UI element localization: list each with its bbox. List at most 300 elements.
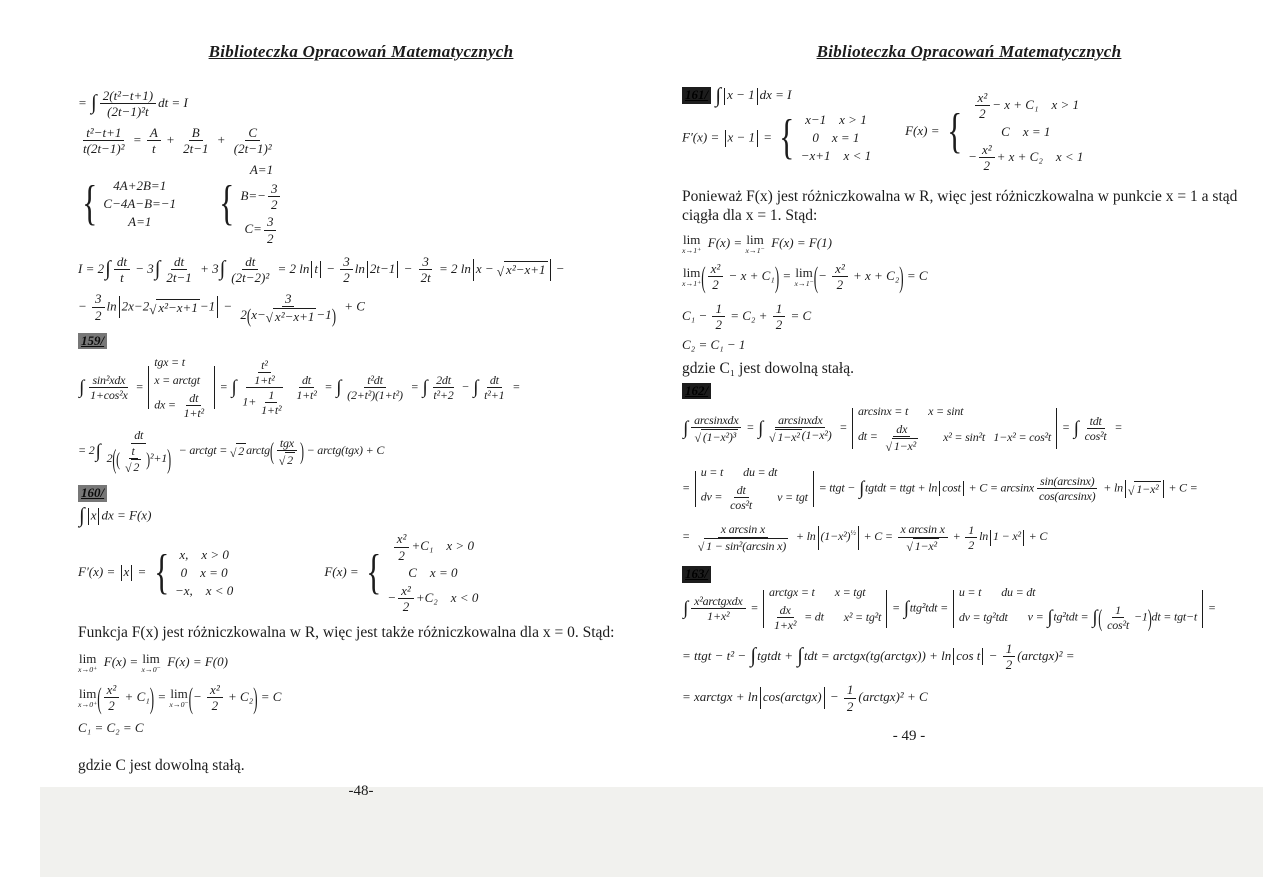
substitution-row xyxy=(701,483,808,512)
math-run: I = 2 xyxy=(78,260,105,276)
numerator xyxy=(207,682,223,698)
substitution-row xyxy=(959,603,1197,632)
math-run: 2 xyxy=(133,460,140,475)
math-run: arcsinxdx xyxy=(778,413,823,428)
math-run: x − xyxy=(475,260,497,276)
math-run: 1+x² xyxy=(707,609,730,624)
body-paragraph: gdzie C₁ jest dowolną stałą. xyxy=(682,359,854,377)
radical-icon: √ xyxy=(265,310,273,326)
math-run: (2t−2)² xyxy=(231,270,270,286)
denominator xyxy=(766,428,834,444)
limit xyxy=(682,233,701,255)
radical-icon: √ xyxy=(694,431,701,446)
math-run: dt = xyxy=(858,429,881,444)
math-run: C xyxy=(248,124,258,140)
math-run: x² xyxy=(710,261,721,277)
abs-bar xyxy=(1163,480,1164,498)
math-run: = xyxy=(407,379,422,394)
math-run: x − 1 xyxy=(727,129,756,145)
stretchy-paren: ( xyxy=(112,442,117,476)
radicand xyxy=(236,443,246,459)
integral-icon: ∫ xyxy=(422,377,428,399)
math-run: x = sint xyxy=(928,404,964,419)
brace: { xyxy=(219,176,235,231)
problem-label-row xyxy=(682,382,1256,400)
denominator xyxy=(771,618,799,632)
abs-bar xyxy=(1125,480,1126,498)
substitution-cell xyxy=(154,373,200,388)
body-paragraph: gdzie C jest dowolną stałą. xyxy=(78,756,245,774)
math-run: 2 xyxy=(712,277,719,293)
denominator xyxy=(344,388,406,402)
stretchy-paren: ( xyxy=(813,259,819,295)
problem-number-badge: 163/ xyxy=(682,566,711,582)
math-run: 1−x² xyxy=(893,438,917,453)
math-run: 2t−1 xyxy=(166,270,192,286)
math-run: F(x) = xyxy=(701,235,746,251)
math-run: 2 xyxy=(846,698,854,714)
math-run: 1 − sin²(arcsin x) xyxy=(706,539,787,554)
numerator xyxy=(83,125,124,141)
problem-number-badge: 161/ xyxy=(682,87,711,103)
fraction xyxy=(691,594,745,623)
math-run: 2 xyxy=(266,230,274,246)
numerator xyxy=(189,125,203,141)
denominator xyxy=(104,104,152,119)
numerator xyxy=(340,254,353,270)
limit xyxy=(78,687,97,709)
numerator xyxy=(100,88,156,104)
math-run: 1+t² xyxy=(254,373,275,388)
math-run: 2dt xyxy=(436,373,451,388)
math-run: = ttgt − xyxy=(815,480,858,495)
case-row xyxy=(113,178,166,194)
math-run: 2x−2 xyxy=(121,298,150,314)
math-run: = C xyxy=(903,267,928,283)
denominator xyxy=(231,141,275,156)
fraction xyxy=(691,413,741,444)
case-row xyxy=(408,565,457,581)
stretchy-paren: ( xyxy=(701,259,706,295)
math-run: tgtdt + xyxy=(757,647,797,663)
substitution-cell xyxy=(858,422,923,453)
math-run: 1+ xyxy=(242,394,257,409)
fraction xyxy=(147,125,161,157)
radical-icon: √ xyxy=(906,540,913,555)
limit-subscript: x→0⁻ xyxy=(141,665,161,675)
abs-bar xyxy=(1056,408,1057,449)
fraction xyxy=(228,254,272,286)
math-run: x − 1 xyxy=(727,87,755,103)
math-run: + ln xyxy=(1100,480,1123,495)
case-rows xyxy=(103,178,176,231)
substitution-row xyxy=(858,422,1051,453)
math-run: tg²tdt = xyxy=(1053,609,1092,624)
denominator xyxy=(251,373,277,387)
fraction xyxy=(394,531,410,563)
limit-subscript: x→0⁺ xyxy=(78,665,98,675)
denominator xyxy=(976,106,989,121)
math-run: arcsinx = t xyxy=(858,404,909,419)
denominator xyxy=(481,388,507,402)
left-page xyxy=(78,42,644,800)
abs-bar xyxy=(953,590,954,628)
fraction xyxy=(898,522,948,553)
abs-bar xyxy=(939,481,940,495)
numerator xyxy=(1003,641,1016,657)
limit-subscript: x→1⁺ xyxy=(682,246,702,256)
cases xyxy=(775,112,871,165)
math-run: 3 xyxy=(266,214,274,230)
fraction xyxy=(122,444,144,475)
math-run: = xyxy=(129,131,145,147)
math-run: −1 xyxy=(199,298,216,314)
substitution-row xyxy=(154,391,209,420)
numerator xyxy=(965,523,977,538)
formula-line xyxy=(682,233,1256,255)
stretchy-paren: ) xyxy=(299,437,304,466)
fraction xyxy=(231,125,275,157)
math-run: + C xyxy=(341,298,365,314)
case-rows xyxy=(240,162,282,246)
abs-bar xyxy=(217,296,218,318)
abs-bar xyxy=(367,261,368,278)
math-run: = xyxy=(747,600,762,615)
abs-bar xyxy=(818,526,819,550)
substitution-cell xyxy=(1001,585,1035,600)
case-row xyxy=(179,547,229,563)
stretchy-paren: ( xyxy=(97,680,102,715)
math-run: C−4A−B=−1 xyxy=(103,195,177,211)
integral-icon: ∫ xyxy=(683,417,689,439)
case-row xyxy=(240,181,282,213)
math-run: C= xyxy=(244,221,262,237)
radical-icon: √ xyxy=(278,453,286,468)
math-run: C x = 1 xyxy=(1001,123,1051,139)
substitution-row xyxy=(959,585,1197,600)
math-run: − x + C₁ x > 1 xyxy=(992,96,1080,112)
radical-icon: √ xyxy=(149,301,157,317)
denominator xyxy=(209,698,222,713)
math-run: F′(x) = xyxy=(78,563,119,579)
denominator xyxy=(709,277,722,292)
math-run: B=− xyxy=(240,187,266,203)
math-run: cost xyxy=(942,480,961,495)
numerator xyxy=(104,682,120,698)
math-run: = C xyxy=(787,307,812,323)
case-row xyxy=(103,196,176,212)
stretchy-paren: ) xyxy=(149,680,155,715)
radical-icon: √ xyxy=(769,431,776,446)
math-run: cos²t xyxy=(730,498,753,513)
math-run: x² xyxy=(977,90,988,105)
case-rows xyxy=(968,90,1083,174)
fraction xyxy=(104,428,174,474)
numerator xyxy=(147,125,161,141)
math-run: 1 xyxy=(846,682,854,698)
math-run: F(x) = xyxy=(97,654,142,670)
numerator xyxy=(844,682,857,698)
math-run: 1 xyxy=(268,388,275,403)
math-run: = xyxy=(1205,600,1216,615)
math-run: 1 xyxy=(1115,603,1121,618)
numerator xyxy=(1037,474,1097,489)
denominator xyxy=(704,609,732,623)
math-run: x xyxy=(90,507,97,523)
math-run: C x = 0 xyxy=(408,564,458,580)
denominator xyxy=(264,231,277,246)
math-run: = xyxy=(1111,420,1123,435)
numerator xyxy=(89,373,128,388)
math-run: 2 xyxy=(979,106,986,122)
math-run: − xyxy=(826,689,842,705)
math-run: − xyxy=(552,260,565,276)
math-run: cos t xyxy=(956,647,981,663)
formula-line xyxy=(682,404,1256,453)
math-run: 2 xyxy=(270,196,278,212)
math-run: + xyxy=(162,131,179,147)
formula-line xyxy=(78,531,644,615)
math-run: 3 xyxy=(422,253,429,269)
substitution-row xyxy=(769,603,881,632)
integral-icon: ∫ xyxy=(231,377,237,399)
math-run: = xyxy=(134,563,150,579)
problem-label-row xyxy=(682,565,1256,583)
denominator xyxy=(1104,618,1132,632)
math-run: 2t xyxy=(420,270,431,286)
math-run: + C = xyxy=(1165,480,1198,495)
limit-subscript: x→1⁺ xyxy=(682,279,702,289)
math-run: 3 xyxy=(270,180,278,196)
case-row xyxy=(244,214,278,246)
math-run: = xyxy=(216,379,231,394)
math-run: − xyxy=(387,589,397,605)
abs-bar xyxy=(131,565,132,582)
math-run: lim xyxy=(795,265,813,281)
sqrt xyxy=(279,452,295,467)
cases xyxy=(150,547,234,600)
math-run: u = t xyxy=(958,585,982,600)
limit xyxy=(141,652,160,674)
formula-line xyxy=(682,522,1256,553)
substitution-cell xyxy=(928,404,963,419)
math-run: lim xyxy=(78,651,97,667)
math-run: cos(arcsinx) xyxy=(1039,489,1096,504)
math-run: − xyxy=(323,260,339,276)
substitution-block xyxy=(858,404,1051,453)
substitution-block xyxy=(959,585,1197,632)
math-run: tgtdt = ttgt + ln xyxy=(865,480,938,495)
sqrt xyxy=(1128,481,1161,497)
math-run: dx = I xyxy=(759,87,792,103)
math-run: t(2t−1)² xyxy=(83,140,125,156)
abs-bar xyxy=(982,648,983,665)
math-run: x²−x+1 xyxy=(274,308,315,324)
math-run: arcsinxdx xyxy=(694,413,739,428)
radical-icon: √ xyxy=(885,440,892,455)
sqrt xyxy=(149,299,200,316)
abs-bar xyxy=(1202,590,1203,628)
math-run: (2t−1)²t xyxy=(107,104,149,120)
abs-bar xyxy=(757,88,758,105)
substitution-cell xyxy=(154,355,185,370)
math-run: x arcsin x xyxy=(900,522,945,537)
math-run: v = tgt xyxy=(777,490,808,505)
fraction xyxy=(430,373,456,402)
abs-bar xyxy=(760,687,761,709)
numerator xyxy=(898,522,948,537)
abs-bar xyxy=(550,259,551,281)
radicand xyxy=(504,261,547,278)
math-run: = xyxy=(154,688,170,704)
math-run: = 2 xyxy=(78,443,95,458)
math-run: ttg²tdt = xyxy=(909,600,951,615)
math-run: x = tgt xyxy=(834,585,866,600)
formula-line xyxy=(682,337,1256,353)
numerator xyxy=(979,142,995,158)
fraction xyxy=(114,254,130,286)
sqrt xyxy=(125,459,141,474)
integral-icon: ∫ xyxy=(715,84,722,107)
numerator xyxy=(433,373,454,388)
fraction xyxy=(965,523,977,552)
math-run: cos²t xyxy=(1107,618,1130,633)
scan-artifact-band xyxy=(40,787,1263,877)
numerator xyxy=(299,373,314,388)
math-run: − xyxy=(220,298,236,314)
substitution-row xyxy=(769,585,881,600)
math-run: (arctgx)² + C xyxy=(858,689,928,705)
problem-number-badge: 162/ xyxy=(682,383,711,399)
integral-icon: ∫ xyxy=(105,257,111,281)
math-run: x² = sin²t 1−x² = cos²t xyxy=(943,430,1052,445)
abs-bar xyxy=(320,261,321,278)
denominator xyxy=(430,388,456,402)
math-run: 2 xyxy=(240,306,247,322)
math-run: −1 xyxy=(316,306,332,322)
denominator xyxy=(418,270,434,285)
math-run: F′(x) = xyxy=(682,129,723,145)
math-run: = 2 ln xyxy=(274,260,310,276)
math-run: dx xyxy=(779,603,791,618)
math-run: cos²t xyxy=(1084,429,1107,444)
math-run: 2 xyxy=(398,547,405,563)
fraction xyxy=(163,254,194,286)
math-run: = xyxy=(78,94,91,110)
math-run: 2 xyxy=(211,698,219,714)
math-run: x² xyxy=(106,681,117,697)
fraction xyxy=(695,522,791,553)
denominator xyxy=(117,270,127,285)
denominator xyxy=(340,270,353,285)
abs-bar xyxy=(98,508,99,525)
numerator xyxy=(1087,414,1105,429)
case-row xyxy=(801,148,871,164)
abs-bar xyxy=(311,261,312,278)
math-run: (1−x²) xyxy=(801,428,832,443)
math-run: = C₂ + xyxy=(726,307,771,323)
fraction xyxy=(87,373,131,402)
cases xyxy=(362,531,478,615)
sqrt xyxy=(698,538,788,553)
problem-number-badge: 160/ xyxy=(78,485,107,501)
radicand xyxy=(892,438,918,453)
denominator xyxy=(181,406,207,420)
formula-line xyxy=(682,301,1256,333)
numerator xyxy=(487,373,502,388)
radicand xyxy=(704,538,788,553)
fraction xyxy=(708,261,724,293)
math-run: t²dt xyxy=(367,373,383,388)
numerator xyxy=(691,594,745,609)
math-run: 1+t² xyxy=(183,406,204,421)
substitution-row xyxy=(858,404,1051,419)
radicand xyxy=(701,429,738,444)
formula-line xyxy=(78,355,644,420)
math-run: dx = F(x) xyxy=(101,507,152,523)
abs-bar xyxy=(1023,530,1024,546)
radicand xyxy=(285,452,295,467)
abs-bar xyxy=(473,259,474,281)
math-run: dt xyxy=(134,428,144,443)
math-run: 2 xyxy=(775,317,783,333)
fraction xyxy=(258,388,284,417)
formula-fragment xyxy=(711,84,792,107)
math-run: = xyxy=(779,267,795,283)
integral-icon: ∫ xyxy=(95,440,101,462)
formula-line xyxy=(905,90,1083,174)
limit-subscript: x→1⁻ xyxy=(794,279,814,289)
math-run: dt xyxy=(302,373,311,388)
stretchy-paren: ) xyxy=(774,259,780,295)
math-run: lim xyxy=(142,651,160,667)
math-run: + xyxy=(949,529,964,544)
formula-line xyxy=(78,88,644,120)
math-run: ln xyxy=(979,529,989,544)
math-run: = xyxy=(1059,420,1073,435)
page-header: Biblioteczka Opracowań Matematycznych xyxy=(208,42,514,61)
sqrt xyxy=(694,429,738,444)
radical-icon: √ xyxy=(124,461,132,476)
math-run: tgx xyxy=(279,435,294,450)
stretchy-paren: ( xyxy=(269,437,274,466)
cases xyxy=(78,178,176,231)
math-run: B xyxy=(191,124,200,140)
formula-line xyxy=(682,465,1256,512)
radical-icon: √ xyxy=(496,264,505,280)
stretchy-paren: ( xyxy=(246,304,252,328)
math-run: (2t−1)² xyxy=(233,140,272,156)
formula-line xyxy=(682,641,1256,673)
denominator xyxy=(1003,657,1016,672)
math-run: x, x > 0 xyxy=(179,546,229,562)
math-run: 1−x² xyxy=(914,539,937,554)
math-run: dt xyxy=(116,253,127,269)
numerator xyxy=(691,413,741,428)
stretchy-paren: ) xyxy=(331,304,337,328)
abs-bar xyxy=(88,508,89,525)
math-run: sin(arcsinx) xyxy=(1040,474,1095,489)
limit-subscript: x→0⁻ xyxy=(169,699,189,709)
body-paragraph: Ponieważ F(x) jest różniczkowalna w R, więc jest różniczkowalna w punkcie x = 1 a stąd ciągła dla x = 1. Stąd: xyxy=(682,187,1238,224)
math-run: x² xyxy=(835,261,845,277)
fraction xyxy=(239,358,289,418)
radicand xyxy=(156,299,199,316)
substitution-row xyxy=(154,355,209,370)
math-run: − arctgt = xyxy=(175,443,230,458)
abs-bar xyxy=(990,530,991,546)
case-row xyxy=(805,112,867,128)
